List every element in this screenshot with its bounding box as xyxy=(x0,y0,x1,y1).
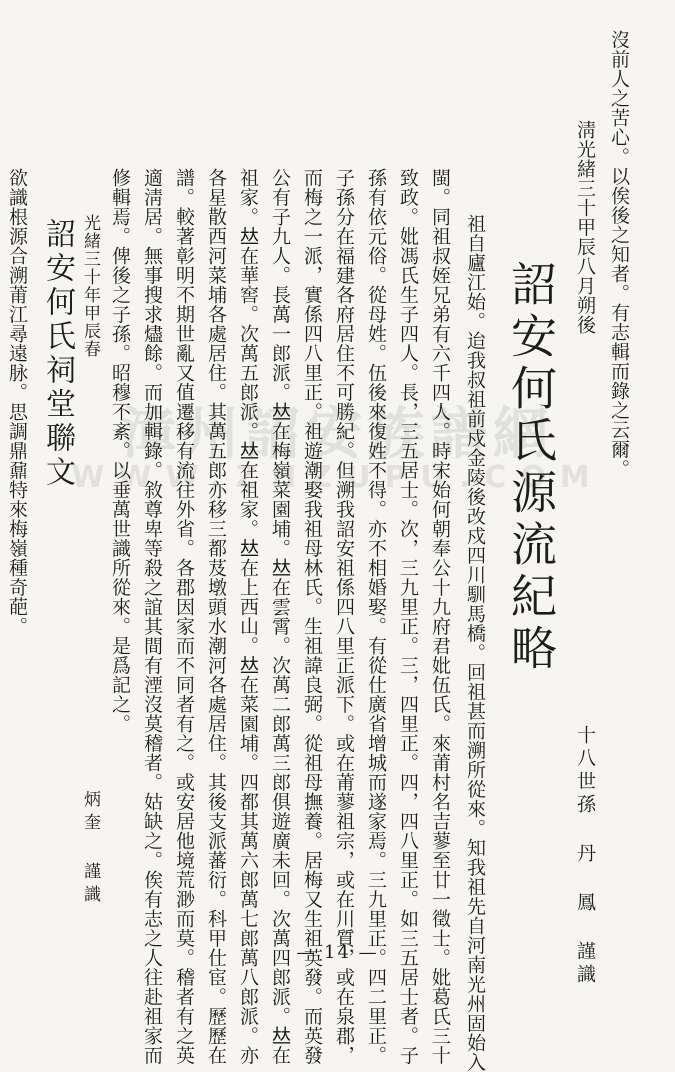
body-line-9: 各星散西河菜埔各處居住。其萬五郎亦移三都芨墩頭水潮河各處居住。其後支派蕃衍。科甲仕宦。歷歷在 xyxy=(205,168,227,1065)
watermark-url: WWW.ZHZUPU.COM xyxy=(71,460,604,495)
body-line-4: 孫有依元俗。從母姓。伍後來復姓不得。亦不相婚娶。有從仕廣省增城而遂家焉。三九里正。四二里正。 xyxy=(365,168,387,1065)
body-line-11: 適淸居。無事搜求燼餘。而加輯錄。敘尊卑等殺之誼其間有湮沒莫稽者。姑缺之。俟有志之人往赴祖家而 xyxy=(141,168,163,1065)
body-line-10: 譜。較著彰明不期世亂又值遷移有流往外省。各郡因家而不同者有之。或安居他境荒渺而莫。稽者有之英 xyxy=(173,168,195,1065)
title-main: 詔安何氏源流紀略 xyxy=(504,260,558,676)
body-line-8: 祖家。𠀤在華窖。次萬五郎派。𠀤在祖家。𠀤在上西山。𠀤在菜園埔。四都其萬六郎萬七郎萬八郎派。亦 xyxy=(237,168,259,1065)
page-number: — 14 — xyxy=(296,942,379,963)
watermark: 漳州詔安族譜網 xyxy=(120,402,555,467)
body-line-3: 致政。妣馮氏生子四人。長，三五居士。次，三九里正。三，四里正。四，四八里正。如三五居士者。子 xyxy=(397,168,419,1065)
body-line-12: 修輯焉。俾後之子孫。昭穆不紊。以垂萬世識所從來。是爲記之。 xyxy=(109,168,131,734)
body-line-2: 閩。同祖叔姪兄弟有六千四人。時宋始何朝奉公十九府君妣伍氏。來莆村名吉蓼至廿一徵士。妣葛氏三十 xyxy=(429,168,451,1065)
body-line-1: 祖自廬江始。迨我叔祖前戍金陵後改戍四川馴馬橋。回祖甚而溯所從來。知我祖先自河南光州固始入 xyxy=(464,214,486,1072)
couplet-line: 欲識根源合溯莆江尋遠脉。思調鼎鼐特來梅嶺種奇葩。 xyxy=(6,168,28,636)
title-couplet: 詔安何氏祠堂聯文 xyxy=(40,218,75,490)
body-line-6: 而梅之一派，實係四八里正。祖遊潮娶我祖母林氏。生祖諱良弼。從祖母撫養。居梅又生祖英發。而英發 xyxy=(301,168,323,1065)
date-line: 光緒三十年甲辰春 xyxy=(80,214,100,358)
body-line-7: 公有子九人。長萬一郎派。𠀤在梅嶺菜園埔。𠀤在雲霄。次萬二郎萬三郎俱遊廣未回。次萬四郎派。𠀤在 xyxy=(269,168,291,1065)
intro-line-2: 淸光緒三十甲辰八月朔後 xyxy=(574,120,596,335)
author-signature-top: 十八世孫 丹 鳳 謹識 xyxy=(574,725,596,987)
body-line-5: 子孫分在福建各府居住不可勝紀。但溯我詔安祖係四八里正派下。或在莆蓼祖宗，或在川質，或在泉郡， xyxy=(333,168,355,1065)
author-line: 炳奎 謹識 xyxy=(80,790,100,908)
intro-line-1: 沒前人之苦心。以俟後之知者。有志輯而錄之云爾。 xyxy=(608,30,630,479)
